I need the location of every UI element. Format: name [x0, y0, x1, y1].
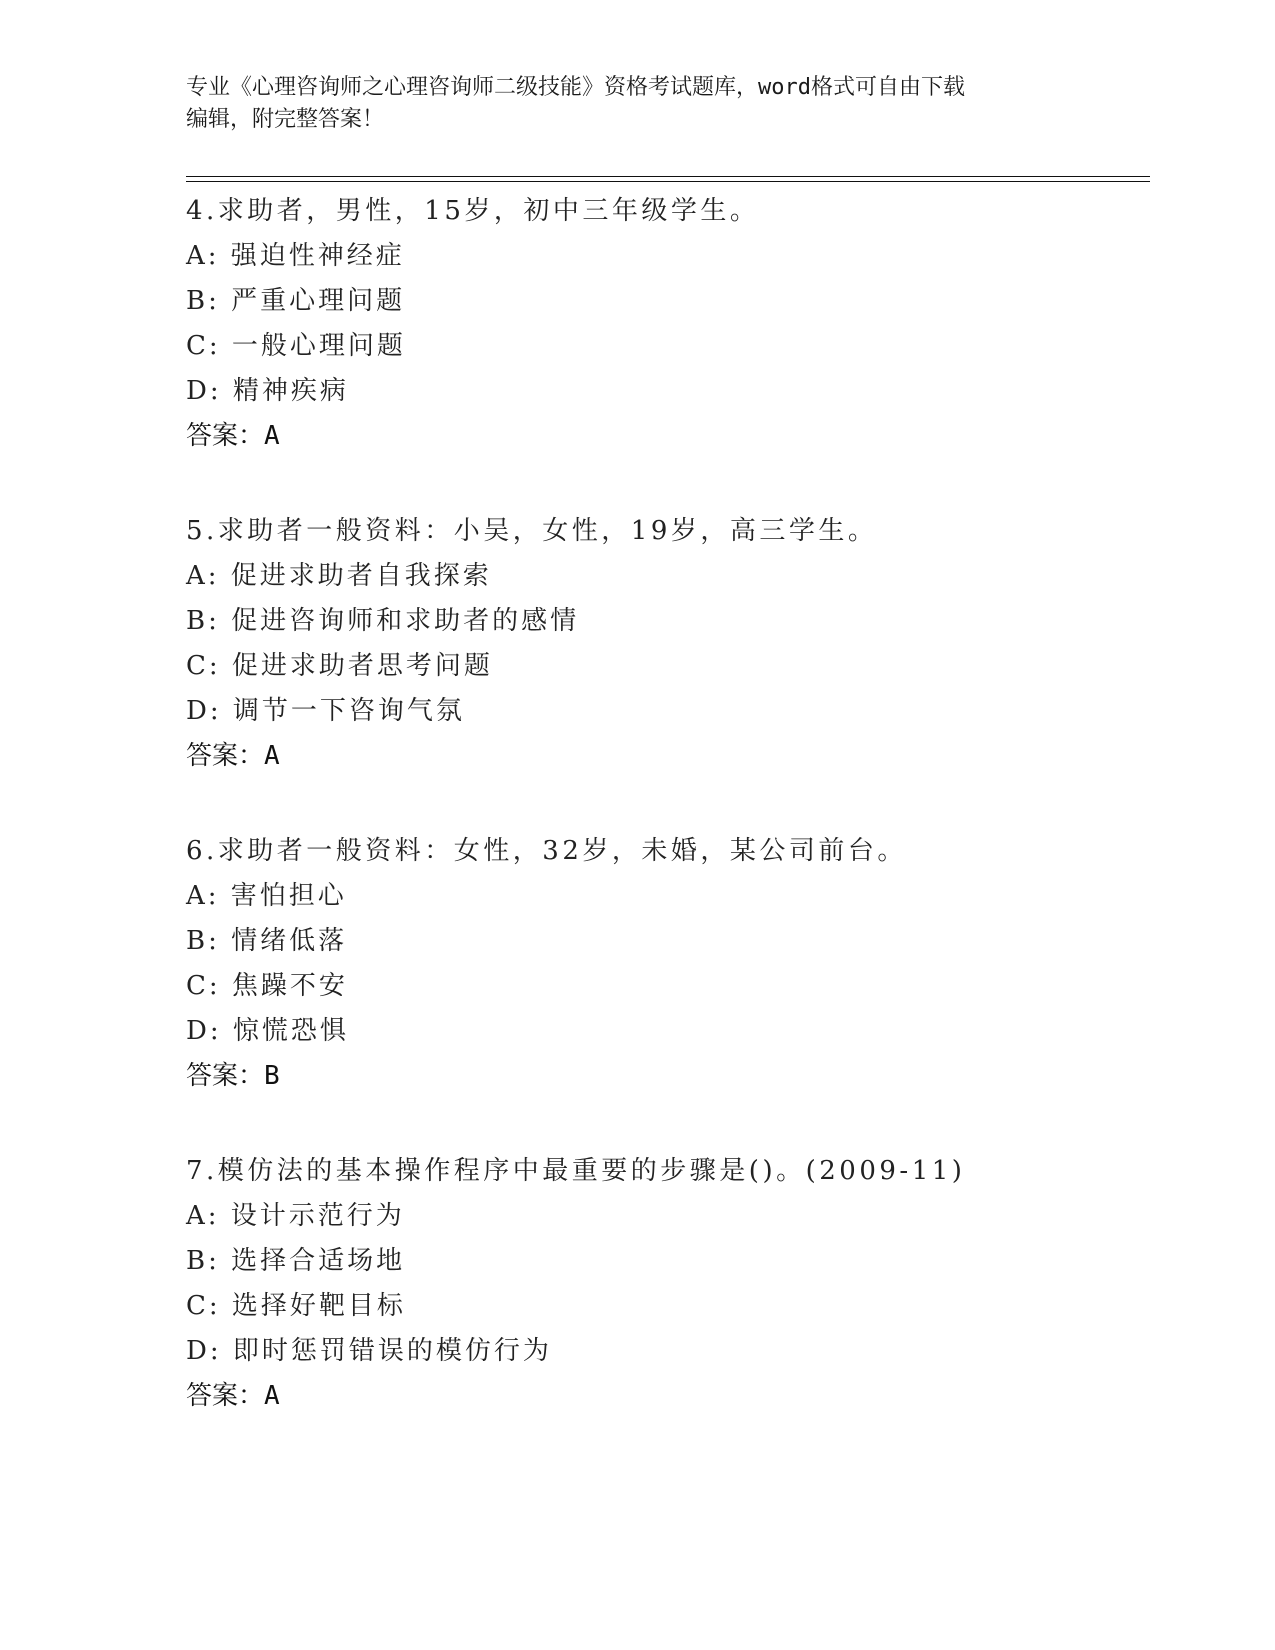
option-c: C: 一般心理问题: [186, 331, 406, 361]
option-a: A: 促进求助者自我探索: [186, 561, 492, 591]
option-a: A: 强迫性神经症: [186, 241, 405, 271]
answer-value: A: [264, 741, 280, 771]
question-6: [186, 829, 1146, 1099]
option-d: D: 精神疾病: [186, 376, 349, 406]
answer-value: A: [264, 1381, 280, 1411]
answer-line: [186, 1374, 1146, 1419]
answer-line: [186, 1054, 1146, 1099]
question-7: [186, 1149, 1146, 1419]
header-line-1: 专业《心理咨询师之心理咨询师二级技能》资格考试题库，word格式可自由下载: [186, 75, 965, 100]
question-stem: 7.模仿法的基本操作程序中最重要的步骤是()。(2009-11): [186, 1156, 966, 1186]
option-d: D: 调节一下咨询气氛: [186, 696, 465, 726]
question-stem: 6.求助者一般资料：女性，32岁，未婚，某公司前台。: [186, 836, 907, 866]
answer-label: 答案：: [186, 1381, 265, 1411]
option-c: C: 焦躁不安: [186, 971, 348, 1001]
header-divider-top: [186, 176, 1150, 177]
option-d: D: 惊慌恐惧: [186, 1016, 349, 1046]
answer-value: A: [264, 421, 280, 451]
answer-value: B: [264, 1061, 280, 1091]
option-b: B: 严重心理问题: [186, 286, 406, 316]
document-header: [186, 72, 1086, 136]
question-stem: 5.求助者一般资料：小吴，女性，19岁，高三学生。: [186, 516, 878, 546]
option-b: B: 情绪低落: [186, 926, 348, 956]
question-4: [186, 189, 1146, 459]
question-list: [186, 189, 1146, 1469]
option-a: A: 设计示范行为: [186, 1201, 405, 1231]
answer-line: [186, 734, 1146, 779]
question-stem: 4.求助者，男性，15岁，初中三年级学生。: [186, 196, 760, 226]
option-a: A: 害怕担心: [186, 881, 347, 911]
option-c: C: 选择好靶目标: [186, 1291, 406, 1321]
answer-line: [186, 414, 1146, 459]
option-b: B: 选择合适场地: [186, 1246, 406, 1276]
header-divider-bottom: [186, 181, 1150, 182]
answer-label: 答案：: [186, 1061, 265, 1091]
answer-label: 答案：: [186, 421, 265, 451]
header-line-2: 编辑，附完整答案！: [186, 107, 385, 132]
option-d: D: 即时惩罚错误的模仿行为: [186, 1336, 552, 1366]
answer-label: 答案：: [186, 741, 265, 771]
option-c: C: 促进求助者思考问题: [186, 651, 493, 681]
option-b: B: 促进咨询师和求助者的感情: [186, 606, 580, 636]
question-5: [186, 509, 1146, 779]
